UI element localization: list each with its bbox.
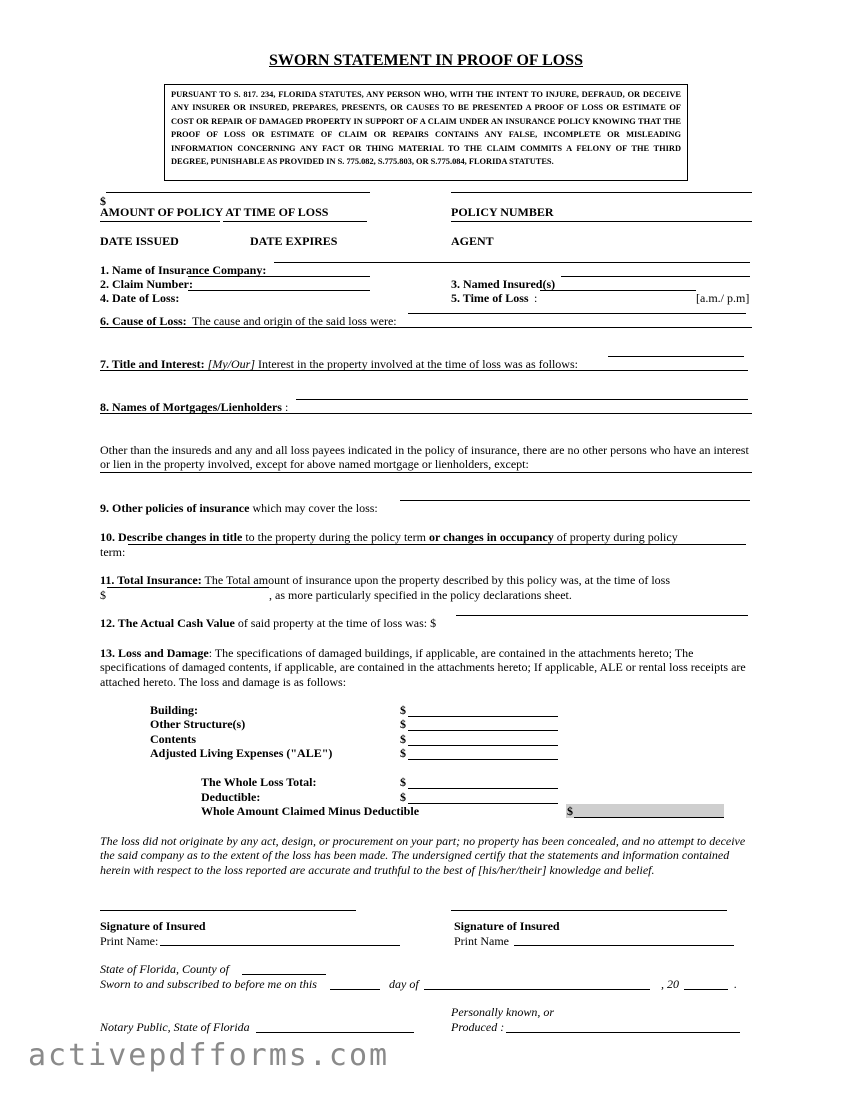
damage-contents-line[interactable] [408,745,558,746]
damage-dollar-4: $ [400,746,406,760]
loss-damage-label: 13. Loss and Damage [100,646,209,660]
date-expires-label: DATE EXPIRES [250,234,338,248]
deductible-line[interactable] [408,803,558,804]
deductible-dollar: $ [400,790,406,804]
damage-other-structures-label: Other Structure(s) [150,717,246,731]
title-line-1[interactable] [608,356,744,357]
mortgages-line-1[interactable] [296,399,748,400]
damage-dollar-1: $ [400,703,406,717]
certification-text: The loss did not originate by any act, design, or procurement on your part; no property has been concealed, and no attempt to deceive the said company as to the extent of the loss has been made. The undersigned certify that the statements and information contained herein with respect to the loss reported are accurate and truthful to the best of [his/her/their] knowledge and belief. [100,834,746,877]
changes-term-label: term: [100,545,126,559]
title-line-2[interactable] [100,370,748,371]
total-dollar: $ [100,588,106,602]
cause-text: The cause and origin of the said loss were: [192,314,397,328]
claim-number-label: 2. Claim Number: [100,277,193,291]
other-policies-row [100,501,378,516]
damage-other-structures-line[interactable] [408,730,558,731]
sworn-label: Sworn to and subscribed to before me on this [100,977,317,991]
claimed-amount-field[interactable] [566,804,724,818]
policy-number-line[interactable] [451,192,752,193]
print-name-left-label: Print Name: [100,934,159,948]
print-name-right-label: Print Name [454,934,509,948]
year-line[interactable] [684,989,728,990]
title-interest-text: Interest in the property involved at the time of loss was as follows: [258,357,578,371]
time-of-loss-colon: : [534,291,538,305]
other-interest-line[interactable] [100,472,752,473]
amount-dollar: $ [100,194,106,208]
other-interest-text: Other than the insureds and any and all loss payees indicated in the policy of insurance, there are no other persons who have an interest or lien in the property involved, except for above named mortgage or lienholders, except: [100,443,749,472]
title-interest-label: 7. Title and Interest: [100,357,205,371]
date-of-loss-label: 4. Date of Loss: [100,291,180,305]
title-myour: [My/Our] [207,357,256,371]
total-insurance-label: 11. Total Insurance: [100,573,202,587]
produced-label: Produced : [451,1020,505,1034]
produced-line[interactable] [506,1032,740,1033]
mortgages-line-2[interactable] [100,413,752,414]
damage-ale-line[interactable] [408,759,558,760]
acv-label: 12. The Actual Cash Value [100,616,235,630]
cause-line-2[interactable] [100,327,752,328]
acv-text: of said property at the time of loss was: $ [237,616,437,630]
sworn-period: . [734,977,737,991]
time-of-loss-line[interactable] [540,290,696,291]
total-insurance-row [100,573,670,588]
damage-ale-label: Adjusted Living Expenses ("ALE") [150,746,333,760]
damage-building-line[interactable] [408,716,558,717]
agent-line[interactable] [451,221,752,222]
date-expires-line[interactable] [223,221,367,222]
loss-damage-text: : The specifications of damaged buildings, if applicable, are contained in the attachments hereto; The specifications of damaged contents, if applicable, are contained in the attachments hereto; If applicable, ALE or rental loss receipts are attached hereto. The loss and damage is as follows: [100,646,746,689]
time-of-loss-label: 5. Time of Loss [451,291,529,305]
amount-line[interactable] [106,192,370,193]
sworn-day-line[interactable] [330,989,380,990]
damage-dollar-3: $ [400,732,406,746]
total-insurance-text: The Total amount of insurance upon the property described by this policy was, at the time of loss [204,573,670,587]
watermark: activepdfforms.com [28,1038,390,1073]
form-title: SWORN STATEMENT IN PROOF OF LOSS [269,52,583,69]
signature-label-left: Signature of Insured [100,919,206,933]
named-insured-line[interactable] [561,276,750,277]
named-insured-label: 3. Named Insured(s) [451,277,556,291]
signature-label-right: Signature of Insured [454,919,560,933]
mortgages-colon: : [284,400,289,414]
day-of-label: day of [389,977,419,991]
print-name-left-line[interactable] [160,945,400,946]
whole-loss-total-line[interactable] [408,788,558,789]
changes-row [100,530,678,545]
cause-line-1[interactable] [408,313,746,314]
date-of-loss-line[interactable] [188,290,370,291]
date-issued-label: DATE ISSUED [100,234,179,248]
insurance-company-label: 1. Name of Insurance Company: [100,263,267,277]
total-insurance-line[interactable] [107,587,269,588]
notary-label: Notary Public, State of Florida [100,1020,250,1034]
month-line[interactable] [424,989,650,990]
year-label: , 20 [661,977,679,991]
other-policies-text: which may cover the loss: [252,501,378,515]
other-policies-line[interactable] [400,500,750,501]
claim-number-line[interactable] [188,276,370,277]
mortgages-label: 8. Names of Mortgages/Lienholders [100,400,282,414]
cause-label: 6. Cause of Loss: [100,314,187,328]
county-line[interactable] [242,974,326,975]
claimed-label: Whole Amount Claimed Minus Deductible [201,804,420,818]
whole-loss-dollar: $ [400,775,406,789]
changes-label: 10. Describe changes in title [100,530,243,544]
damage-contents-label: Contents [150,732,197,746]
insurance-company-line[interactable] [274,262,750,263]
fraud-notice: PURSUANT TO S. 817. 234, FLORIDA STATUTES, ANY PERSON WHO, WITH THE INTENT TO INJURE, DEFRAUD, OR DECEIVE ANY INSURER OR INSURED, PREPARES, PRESENTS, OR CAUSES TO BE PRESENTED A PROOF OF LOSS OR ESTIMATE OF COST OR REPAIR OF DAMAGED PROPERTY IN SUPPORT OF A CLAIM UNDER AN INSURANCE POLICY KNOWING THAT THE PROOF OF LOSS OR ESTIMATE OF CLAIM OR REPAIRS CONTAINS ANY FALSE, INCOMPLETE OR MISLEADING INFORMATION CONCERNING ANY FACT OR THING MATERIAL TO THE CLAIM COMMITS A FELONY OF THE THIRD DEGREE, PUNISHABLE AS PROVIDED IN S. 775.082, S.775.803, OR S.775.084, FLORIDA STATUTES. [164,84,688,181]
signature-line-right[interactable] [451,910,727,911]
acv-line[interactable] [456,615,748,616]
claimed-line [574,817,724,818]
date-issued-line[interactable] [100,221,220,222]
other-policies-label: 9. Other policies of insurance [100,501,250,515]
whole-loss-total-label: The Whole Loss Total: [201,775,317,789]
notary-line[interactable] [256,1032,414,1033]
signature-line-left[interactable] [100,910,356,911]
changes-text-1: to the property during the policy term [245,530,426,544]
damage-building-label: Building: [150,703,199,717]
personally-known-label: Personally known, or [451,1005,554,1019]
ampm-label: [a.m./ p.m] [696,291,750,305]
deductible-label: Deductible: [201,790,261,804]
damage-dollar-2: $ [400,717,406,731]
agent-label: AGENT [451,234,494,248]
changes-line[interactable] [128,544,746,545]
loss-damage-paragraph [100,646,752,689]
claimed-dollar: $ [567,804,573,818]
changes-text-2: of property during policy [556,530,678,544]
changes-bold: or changes in occupancy [428,530,554,544]
total-insurance-text-2: , as more particularly specified in the policy declarations sheet. [269,588,572,602]
print-name-right-line[interactable] [514,945,734,946]
policy-number-label: POLICY NUMBER [451,205,554,219]
amount-label: AMOUNT OF POLICY AT TIME OF LOSS [100,205,329,219]
acv-row [100,616,436,631]
state-county-label: State of Florida, County of [100,962,229,976]
